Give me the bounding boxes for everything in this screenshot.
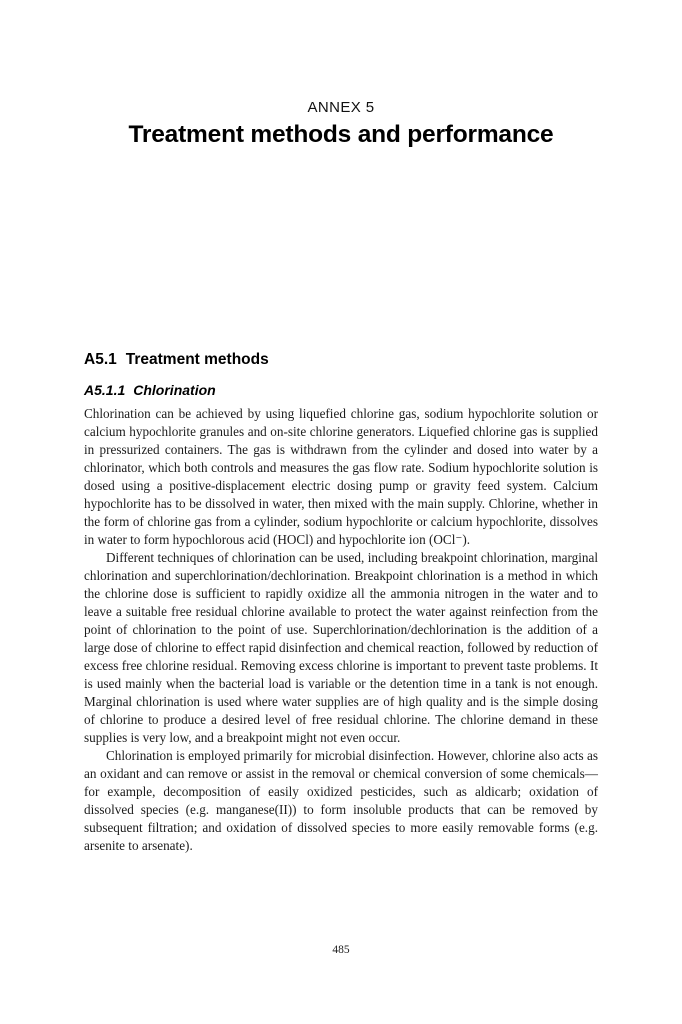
page-title: Treatment methods and performance: [128, 121, 554, 148]
section-heading: [84, 351, 598, 369]
subsection-number: A5.1.1: [84, 382, 126, 398]
content-area: [84, 351, 598, 855]
page-footer: [0, 940, 682, 958]
section-title: Treatment methods: [125, 351, 269, 368]
page-header: [0, 99, 682, 149]
section-number: A5.1: [84, 351, 117, 368]
body-paragraph: Different techniques of chlorination can be used, including breakpoint chlorination, marginal chlorination and superchlorination/dechlorination. Breakpoint chlorination is a method in which the chlorine dose is sufficient to rapidly oxidize all the ammonia nitrogen in the water and to leave a suitable free residual chlorine available to protect the water against reinfection from the point of chlorination to the point of use. Superchlorination/dechlorination is the addition of a large dose of chlorine to effect rapid disinfection and chemical reaction, followed by reduction of excess free chlorine residual. Removing excess chlorine is important to prevent taste problems. It is used mainly when the bacterial load is variable or the detention time in a tank is not enough. Marginal chlorination is used where water supplies are of high quality and is the simple dosing of chlorine to produce a desired level of free residual chlorine. The chlorine demand in these supplies is very low, and a breakpoint might not even occur.: [84, 550, 598, 745]
subsection-heading: [84, 382, 598, 398]
body-paragraph: Chlorination can be achieved by using liquefied chlorine gas, sodium hypochlorite solution or calcium hypochlorite granules and on-site chlorine generators. Liquefied chlorine gas is supplied in pressurized containers. The gas is withdrawn from the cylinder and dosed into water by a chlorinator, which both controls and measures the gas flow rate. Sodium hypochlorite solution is dosed using a positive-displacement electric dosing pump or gravity feed system. Calcium hypochlorite has to be dissolved in water, then mixed with the main supply. Chlorine, whether in the form of chlorine gas from a cylinder, sodium hypochlorite or calcium hypochlorite, dissolves in water to form hypochlorous acid (HOCl) and hypochlorite ion (OCl⁻).: [84, 406, 598, 547]
subsection-title: Chlorination: [133, 382, 216, 398]
page-number: 485: [332, 944, 350, 956]
body-paragraph: Chlorination is employed primarily for microbial disinfection. However, chlorine also acts as an oxidant and can remove or assist in the removal or chemical conversion of some chemicals—for example, decomposition of easily oxidized pesticides, such as aldicarb; oxidation of dissolved species (e.g. manganese(II)) to form insoluble products that can be removed by subsequent filtration; and oxidation of dissolved species to more easily removable forms (e.g. arsenite to arsenate).: [84, 748, 598, 853]
annex-label: ANNEX 5: [307, 99, 375, 116]
